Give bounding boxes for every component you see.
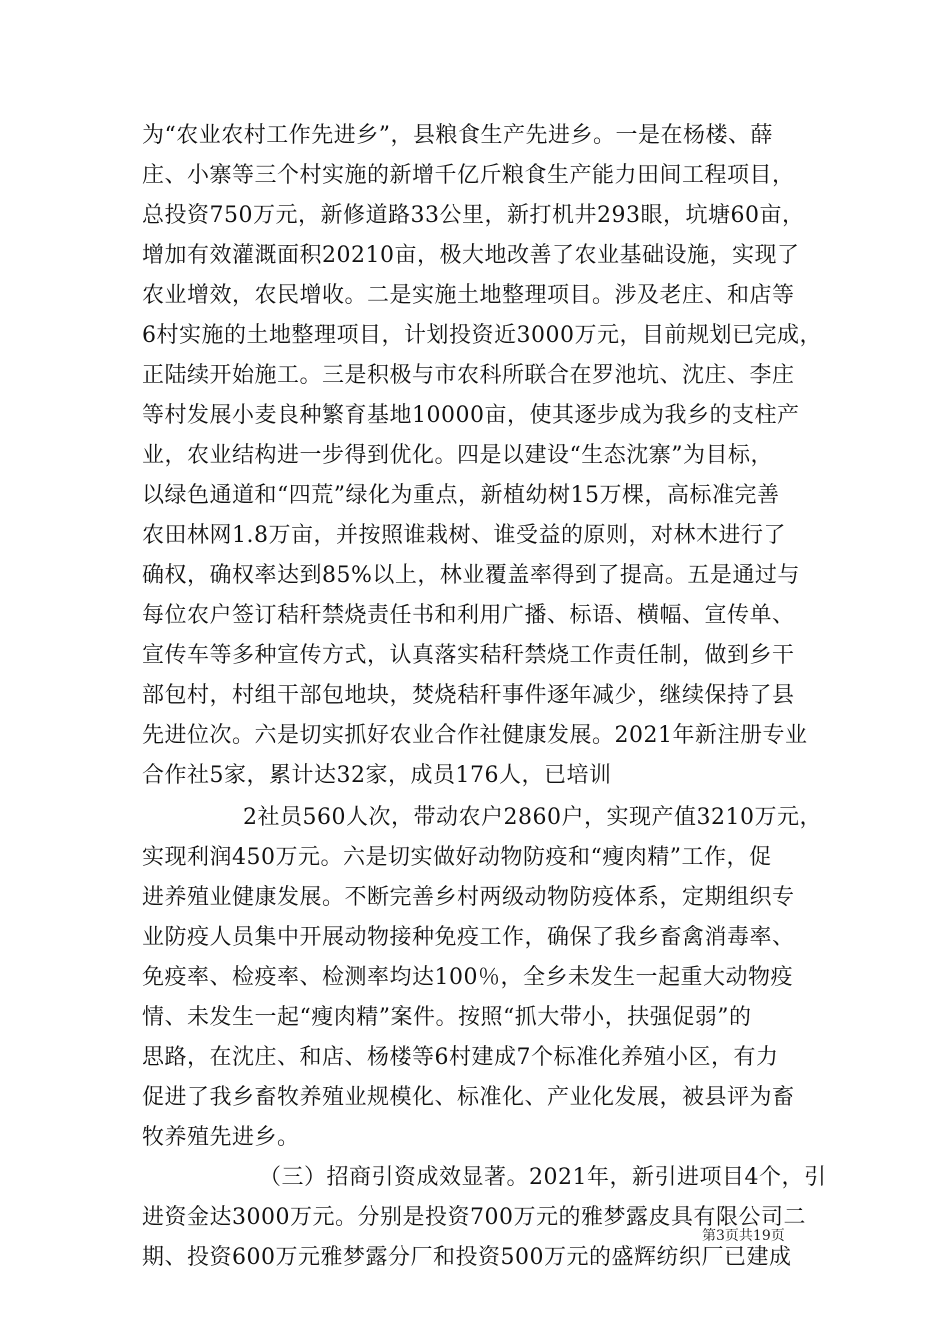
text-line: 业防疫人员集中开展动物接种免疫工作，确保了我乡畜禽消毒率、 bbox=[142, 925, 795, 950]
text-line: 进养殖业健康发展。不断完善乡村两级动物防疫体系，定期组织专 bbox=[142, 885, 795, 910]
text-line: 牧养殖先进乡。 bbox=[142, 1125, 300, 1150]
text-line: 农田林网1.8万亩，并按照谁栽树、谁受益的原则，对林木进行了 bbox=[142, 523, 786, 548]
text-line: 以绿色通道和“四荒”绿化为重点，新植幼树15万棵，高标准完善 bbox=[142, 483, 780, 508]
text-line: 为“农业农村工作先进乡”，县粮食生产先进乡。一是在杨楼、薛 bbox=[142, 123, 773, 148]
text-line: 正陆续开始施工。三是积极与市农科所联合在罗池坑、沈庄、李庄 bbox=[142, 363, 795, 388]
text-line: 6村实施的土地整理项目，计划投资近3000万元，目前规划已完成， bbox=[142, 323, 822, 348]
text-line: 进资金达3000万元。分别是投资700万元的雅梦露皮具有限公司二 bbox=[142, 1205, 806, 1230]
section-heading-line-text bbox=[259, 1098, 939, 1138]
text-line: 庄、小寨等三个村实施的新增千亿斤粮食生产能力田间工程项目， bbox=[142, 163, 795, 188]
text-line: 2社员560人次，带动农户2860户，实现产值3210万元， bbox=[243, 805, 822, 830]
text-line: 思路，在沈庄、和店、杨楼等6村建成7个标准化养殖小区，有力 bbox=[142, 1045, 779, 1070]
text-line: 增加有效灌溉面积20210亩，极大地改善了农业基础设施，实现了 bbox=[142, 243, 800, 268]
text-line: 每位农户签订秸秆禁烧责任书和利用广播、标语、横幅、宣传单、 bbox=[142, 603, 795, 628]
text-line: 合作社5家，累计达32家，成员176人，已培训 bbox=[142, 763, 612, 788]
text-line: 总投资750万元，新修道路33公里，新打机井293眼，坑塘60亩， bbox=[142, 203, 805, 228]
text-line: 等村发展小麦良种繁育基地10000亩，使其逐步成为我乡的支柱产 bbox=[142, 403, 800, 428]
text-line: （三）招商引资成效显著。2021年，新引进项目4个，引 bbox=[259, 1165, 827, 1190]
text-line: 实现利润450万元。六是切实做好动物防疫和“瘦肉精”工作，促 bbox=[142, 845, 772, 870]
text-line: 部包村，村组干部包地块，焚烧秸秆事件逐年减少，继续保持了县 bbox=[142, 683, 795, 708]
text-line: 业，农业结构进一步得到优化。四是以建设“生态沈寨”为目标， bbox=[142, 443, 773, 468]
text-line: 促进了我乡畜牧养殖业规模化、标准化、产业化发展，被县评为畜 bbox=[142, 1085, 795, 1110]
text-line: 确权，确权率达到85%以上，林业覆盖率得到了提高。五是通过与 bbox=[142, 563, 800, 588]
text-line: 免疫率、检疫率、检测率均达100％，全乡未发生一起重大动物疫 bbox=[142, 965, 793, 990]
text-line: 农业增效，农民增收。二是实施土地整理项目。涉及老庄、和店等 bbox=[142, 283, 795, 308]
text-line: 期、投资600万元雅梦露分厂和投资500万元的盛辉纺织厂已建成 bbox=[142, 1245, 792, 1270]
page-number: 第3页共19页 bbox=[702, 1228, 785, 1244]
text-line: 宣传车等多种宣传方式，认真落实秸秆禁烧工作责任制，做到乡干 bbox=[142, 643, 795, 668]
text-line: 先进位次。六是切实抓好农业合作社健康发展。2021年新注册专业 bbox=[142, 723, 808, 748]
text-line: 情、未发生一起“瘦肉精”案件。按照“抓大带小，扶强促弱”的 bbox=[142, 1005, 752, 1030]
